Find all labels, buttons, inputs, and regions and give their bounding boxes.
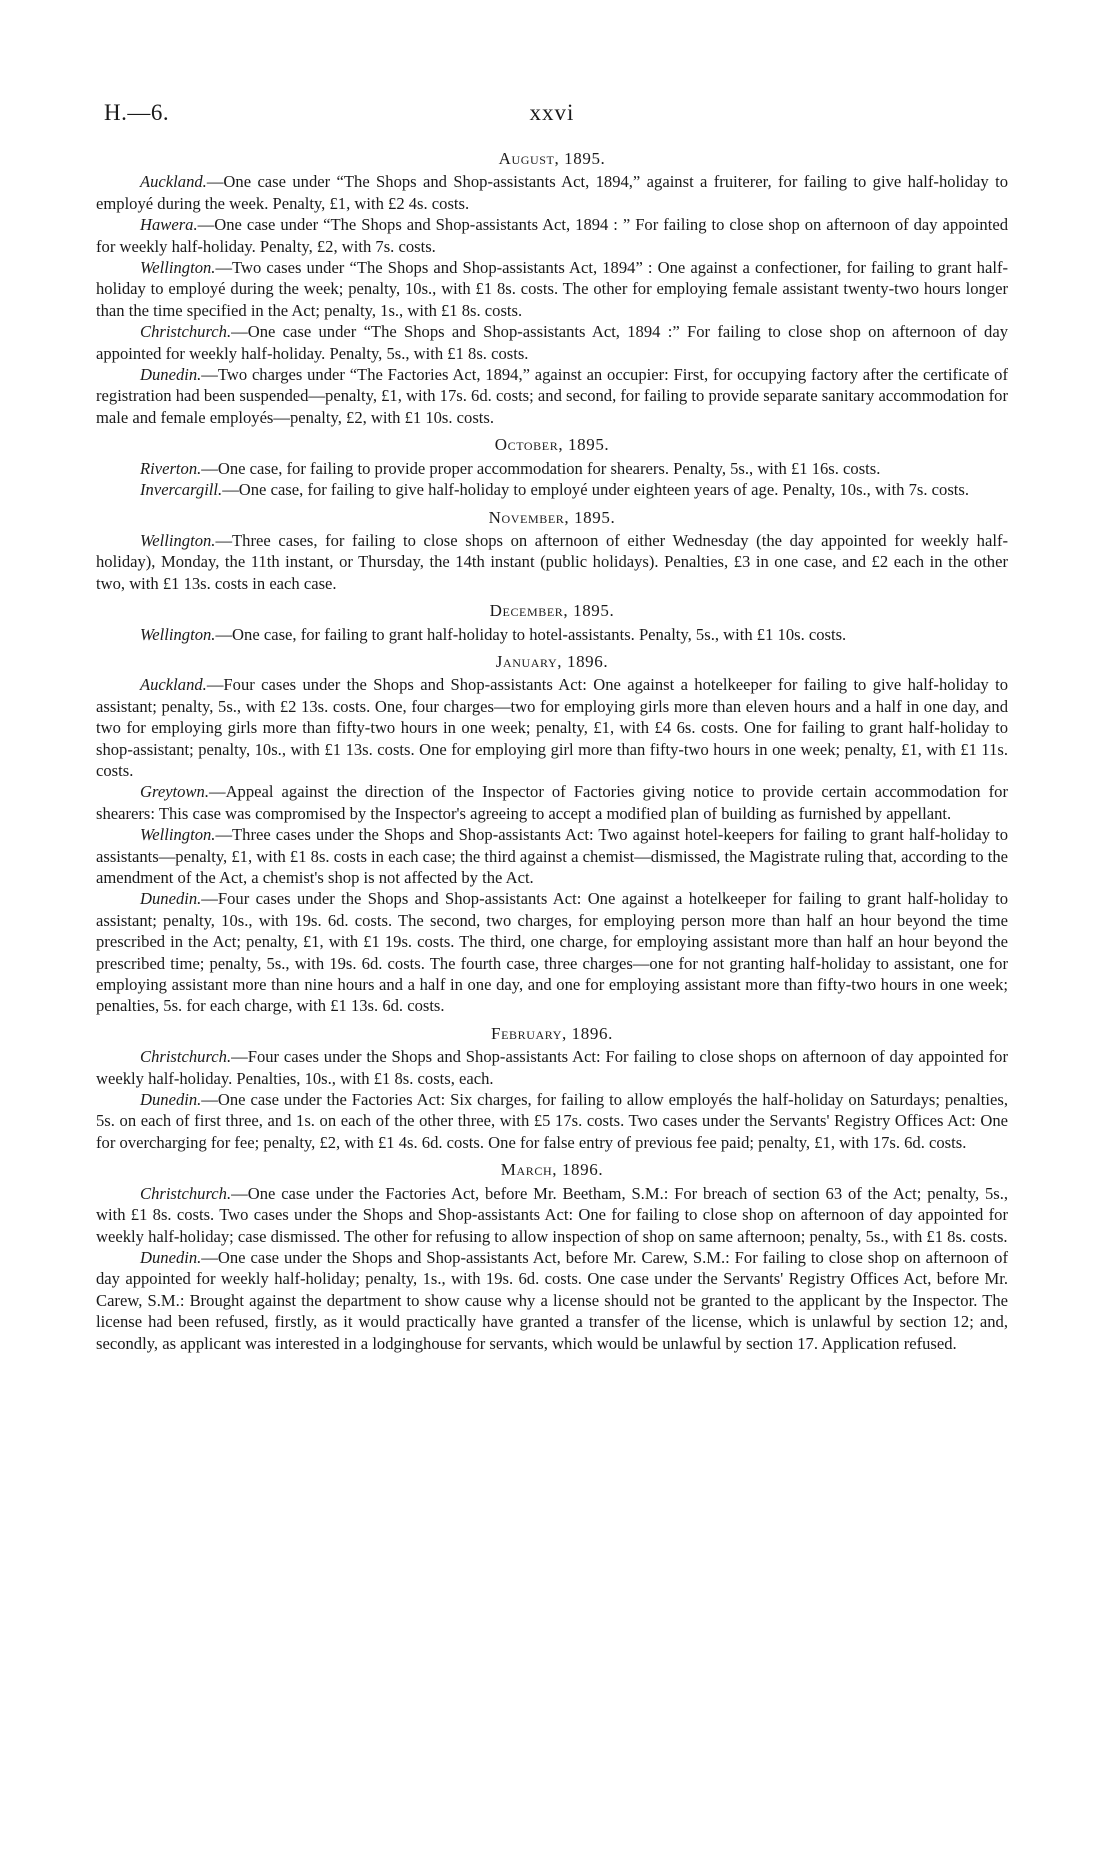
place-name: Wellington. xyxy=(140,624,216,644)
month-heading: February, 1896. xyxy=(491,1023,613,1043)
case-text: —Three cases under the Shops and Shop-assistants Act: Two against hotel-keepers for failing to grant half-holiday to assistants—penalty, £1, with £1 8s. costs in each case; the third against a chemist—dismissed, the Magistrate ruling that, according to the amendment of the Act, a chemist's shop is not affected by the Act. xyxy=(96,825,1008,887)
case-text: —Four cases under the Shops and Shop-assistants Act: One against a hotelkeeper for failing to grant half-holiday to assistant; penalty, 10s., with 19s. 6d. costs. The second, two charges, for employing person more than half an hour beyond the time prescribed in the Act; penalty, £1, with £1 19s. costs. The third, one charge, for employing assistant more than half an hour beyond the prescribed time; penalty, 5s., with 19s. 6d. costs. The fourth case, three charges—one for not granting half-holiday to assistant, one for employing assistant more than nine hours and a half in one day, and one for employing assistant more than fifty-two hours in one week; penalties, 5s. for each charge, with £1 13s. 6d. costs. xyxy=(96,889,1008,1016)
case-text: —One case under the Factories Act, before Mr. Beetham, S.M.: For breach of section 63 of the Act; penalty, 5s., with £1 8s. costs. Two cases under the Shops and Shop-assistants Act: One for failing to close shop on afternoon of day appointed for weekly half-holiday; case dismissed. The other for refusing to allow inspection of shop on same afternoon; penalty, 5s., with £1 8s. costs. xyxy=(96,1183,1008,1246)
month-heading: August, 1895. xyxy=(498,149,606,168)
case-entry xyxy=(96,1089,1008,1153)
page-number: xxvi xyxy=(529,100,575,125)
case-entry xyxy=(96,888,1008,1016)
place-name: Dunedin. xyxy=(140,1090,202,1110)
month-section-march-1896 xyxy=(96,1159,1008,1354)
month-section-january-1896 xyxy=(96,651,1008,1017)
case-entry xyxy=(96,781,1008,824)
month-heading: March, 1896. xyxy=(500,1160,604,1180)
case-entry xyxy=(96,214,1008,257)
month-heading: November, 1895. xyxy=(488,507,616,527)
case-entry xyxy=(96,458,1008,479)
place-name: Wellington. xyxy=(140,530,216,550)
page-header xyxy=(96,92,1008,142)
place-name: Wellington. xyxy=(140,258,216,278)
case-text: —One case under “The Shops and Shop-assistants Act, 1894 : ” For failing to close shop on afternoon of day appointed for weekly half-holiday. Penalty, £2, with 7s. costs. xyxy=(96,215,1008,256)
case-text: —One case, for failing to give half-holiday to employé under eighteen years of age. Penalty, 10s., with 7s. costs. xyxy=(222,480,970,500)
case-text: —One case under “The Shops and Shop-assistants Act, 1894 :” For failing to close shop on afternoon of day appointed for weekly half-holiday. Penalty, 5s., with £1 8s. costs. xyxy=(96,322,1008,363)
case-entry xyxy=(96,624,1008,645)
case-text: —One case under the Shops and Shop-assistants Act, before Mr. Carew, S.M.: For failing to close shop on afternoon of day appointed for weekly half-holiday; penalty, 1s., with 19s. 6d. costs. One case under the Servants' Registry Offices Act, before Mr. Carew, S.M.: Brought against the department to show cause why a license should not be granted to the applicant by the Inspector. The license had been refused, firstly, as it would practically have granted a transfer of the license, which is unlawful by section 12; and, secondly, as applicant was interested in a lodginghouse for servants, which would be unlawful by section 17. Application refused. xyxy=(96,1247,1008,1353)
month-section-october-1895 xyxy=(96,434,1008,500)
place-name: Hawera. xyxy=(140,215,198,235)
month-heading: October, 1895. xyxy=(494,435,610,455)
case-entry xyxy=(96,321,1008,364)
month-section-november-1895 xyxy=(96,507,1008,595)
case-entry xyxy=(96,257,1008,321)
place-name: Riverton. xyxy=(140,458,202,478)
case-text: —Appeal against the direction of the Inspector of Factories giving notice to provide certain accommodation for shearers: This case was compromised by the Inspector's agreeing to accept a modified plan of building as furnished by appellant. xyxy=(96,782,1008,823)
place-name: Christchurch. xyxy=(140,322,232,342)
month-heading: December, 1895. xyxy=(489,601,615,621)
place-name: Auckland. xyxy=(140,172,207,192)
case-entry xyxy=(96,530,1008,594)
case-text: —One case under “The Shops and Shop-assistants Act, 1894,” against a fruiterer, for failing to give half-holiday to employé during the week. Penalty, £1, with £2 4s. costs. xyxy=(96,172,1008,213)
case-text: —Four cases under the Shops and Shop-assistants Act: One against a hotelkeeper for failing to give half-holiday to assistant; penalty, 5s., with £2 13s. costs. One, four charges—two for employing girls more than eleven hours and a half in one day, and two for employing girls more than fifty-two hours in one week; penalty, £1, with £4 6s. costs. One for failing to grant half-holiday to shop-assistant; penalty, 10s., with £1 13s. costs. One for employing girl more than fifty-two hours in one week; penalty, £1, with £1 11s. costs. xyxy=(96,675,1008,780)
place-name: Invercargill. xyxy=(140,480,223,500)
case-entry xyxy=(96,479,1008,500)
place-name: Dunedin. xyxy=(140,1247,202,1267)
place-name: Christchurch. xyxy=(140,1047,232,1067)
case-text: —One case under the Factories Act: Six charges, for failing to allow employés the half-holiday on Saturdays; penalties, 5s. on each of first three, and 1s. on each of the other three, with £5 17s. costs. Two cases under the Servants' Registry Offices Act: One for overcharging for fee; penalty, £2, with £1 4s. 6d. costs. One for false entry of previous fee paid; penalty, £1, with 17s. 6d. costs. xyxy=(96,1090,1008,1152)
place-name: Dunedin. xyxy=(140,889,202,909)
case-text: —Two charges under “The Factories Act, 1894,” against an occupier: First, for occupying factory after the certificate of registration had been suspended—penalty, £1, with 17s. 6d. costs; and second, for failing to provide separate sanitary accommodation for male and female employés—penalty, £2, with £1 10s. costs. xyxy=(96,365,1008,427)
case-entry xyxy=(96,674,1008,781)
month-section-february-1896 xyxy=(96,1023,1008,1153)
case-text: —Four cases under the Shops and Shop-assistants Act: For failing to close shops on afternoon of day appointed for weekly half-holiday. Penalties, 10s., with £1 8s. costs, each. xyxy=(96,1047,1008,1088)
case-entry xyxy=(96,1046,1008,1089)
place-name: Greytown. xyxy=(140,782,209,802)
place-name: Auckland. xyxy=(140,675,207,695)
place-name: Wellington. xyxy=(140,825,216,845)
month-section-august-1895 xyxy=(96,148,1008,428)
case-text: —Three cases, for failing to close shops on afternoon of either Wednesday (the day appointed for weekly half-holiday), Monday, the 11th instant, or Thursday, the 14th instant (public holidays). Penalties, £3 in one case, and £2 each in the other two, with £1 13s. costs in each case. xyxy=(96,530,1008,593)
parliamentary-paper-reference: H.—6. xyxy=(104,100,170,125)
document-page xyxy=(96,92,1008,1356)
case-entry xyxy=(96,171,1008,214)
case-entry xyxy=(96,364,1008,428)
case-entry xyxy=(96,1183,1008,1247)
case-entry xyxy=(96,824,1008,888)
month-heading: January, 1896. xyxy=(495,651,609,671)
case-entry xyxy=(96,1247,1008,1354)
place-name: Christchurch. xyxy=(140,1183,232,1203)
month-section-december-1895 xyxy=(96,600,1008,645)
case-text: —One case, for failing to provide proper accommodation for shearers. Penalty, 5s., with £1 16s. costs. xyxy=(201,458,881,478)
case-text: —Two cases under “The Shops and Shop-assistants Act, 1894” : One against a confectioner, for failing to grant half-holiday to employé during the week; penalty, 10s., with £1 8s. costs. The other for employing female assistant twenty-two hours longer than the time specified in the Act; penalty, 1s., with £1 8s. costs. xyxy=(96,258,1008,320)
place-name: Dunedin. xyxy=(140,365,202,385)
case-text: —One case, for failing to grant half-holiday to hotel-assistants. Penalty, 5s., with £1 10s. costs. xyxy=(215,624,847,644)
